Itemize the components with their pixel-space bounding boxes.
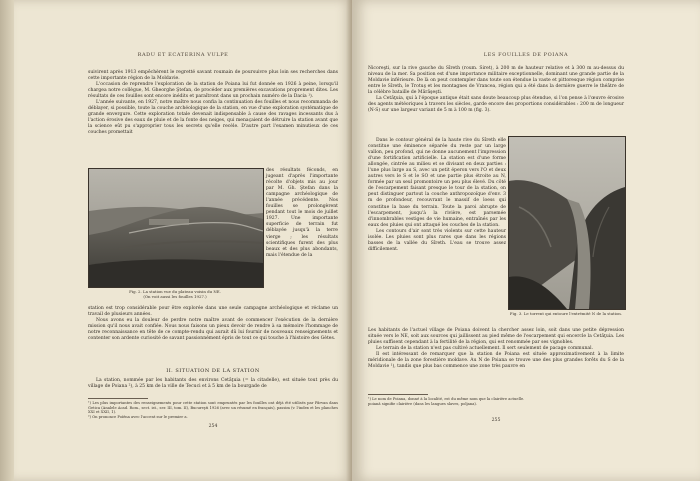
right-wrap-text: [368, 138, 506, 253]
left-wrap-text: [266, 168, 338, 259]
right-wrap-para: Dans le contour général de la haute rive du Sîreth elle constitue une éminence séparée du reste par un large vallon, peu profond, qui ne donne aucunement l'impression d'une fortification artificielle. La station est d'une forme allongée, cintrée au milieu et se divisant en deux parties : l'une plus large au S, avec un petit éperon vers l'O et deux autres vers le S et le SO et une partie plus étroite au N, formée par un seul promontoire un peu plus élevé. Du côté de l'escarpement faisant presque le tour de la station, on peut distinguer partout la couche anthropozoïque d'env. 3 m de profondeur, recouvrant le massif de loess qui constitue la base du terrain. Toute la paroi abrupte de l'escarpement, jusqu'à la rivière, est parsemée d'innombrables vestiges de vie humaine, entraînés par les eaux des pluies qui ont attaqué les couches de la station.: [368, 138, 506, 228]
left-footnote-2: ²) On prononce Poïéna avec l'accent sur le premier a.: [88, 415, 188, 420]
right-footnote-rule: [368, 394, 428, 395]
right-page-number: 255: [491, 418, 501, 423]
left-footnote-rule: [88, 398, 148, 399]
right-para-6: Le terrain de la station n'est pas cultivé actuellement. Il sert seulement de pacage communal.: [376, 346, 594, 352]
photo-caption-right: Fig. 3. Le torrent qui entoure l'extrémité N de la station.: [509, 311, 623, 316]
landscape-photo-2: [509, 137, 625, 309]
right-running-head: LES FOUILLES DE POIANA: [483, 52, 569, 58]
left-text-section: [88, 378, 338, 390]
right-text-bottom: [368, 328, 624, 370]
left-text-bottom: [88, 306, 338, 342]
right-footnote-1: ¹) Le nom de Poiana, donné à la localité, est du même nom que la clairière actuelle.: [368, 397, 525, 401]
left-page-number: 254: [208, 424, 218, 429]
left-para-6: La station, nommée par les habitants des environs Cetăţuia (= la citadelle), est située tout près du village de Poiana ²), à 25 km de la ville de Tecuci et à 5 km de la bourgade de: [88, 378, 338, 390]
right-para-2: La Cetăţuia, qui à l'époque antique était sans doute beaucoup plus étendue, si l'on pense à l'œuvre érosive des agents météoriques à travers les siècles, garde encore des proportions considérables : 200 m de longueur (N-S) sur une largeur variant de 5 m à 100 m (fig. 3).: [368, 96, 624, 114]
right-page: [352, 0, 700, 481]
photo-caption-left-line-2: (On voit aussi les fouilles 1927.): [143, 294, 207, 299]
landscape-photo-1: [89, 169, 263, 287]
left-para-4: station est trop considérable pour être explorée dans une seule campagne archéologique et réclame un travail de plusieurs années.: [88, 306, 338, 318]
photo-torrent: [508, 136, 626, 310]
right-text-top: [368, 66, 624, 114]
right-footnote-2: poiană signifie clairière (dans les langues slaves, poljana).: [368, 401, 478, 406]
left-para-1: suivirent après 1913 empêchèrent le regretté savant roumain de poursuivre plus loin ses recherches dans cette importante région de la Moldavie.: [88, 70, 338, 82]
left-para-3: L'année suivante, en 1927, notre maître nous confia la continuation des fouilles et nous recommanda de déblayer, si possible, toute la couche archéologique de la station, en vue d'une exploration systématique de grande envergure. Cette exploration totale devenait indispensable à cause des ravages incessants dus à l'action érosive des eaux de pluie et de la fonte des neiges, qui menaçaient de détruire la station avant que la science eût pu s'approprier tous les secrets qu'elle recèle. D'autre part l'examen minutieux de ces couches promettait: [88, 100, 338, 136]
left-para-2: L'occasion de reprendre l'exploration de la station de Poiana lui fut donnée en 1926 à peine, lorsqu'il chargea notre collègue, M. Gheorghe Ştefan, de procéder aux premières excavations proprement dites. Les résultats de ces fouilles sont encore inédits et paraîtront dans un prochain numéro de la Dacia ¹).: [88, 82, 338, 100]
right-footnotes: [368, 397, 624, 406]
section-title: II. SITUATION DE LA STATION: [166, 368, 260, 374]
right-para-7: Il est intéressant de remarquer que la station de Poiana est située approximativement à la limite méridionale de la zone forestière moldave. Au N de Poiana se trouve une des plus grandes forêts du S de la Moldavie ¹), tandis que plus bas commence une zone très pauvre en: [368, 352, 624, 370]
right-para-1: Nicoreşti, sur la rive gauche du Sîreth (roum. Siret), à 200 m de hauteur relative et à 300 m au-dessus du niveau de la mer. Sa position est d'une importance militaire exceptionnelle, dominant une grande partie de la Moldavie inférieure. De là on peut contempler dans toute son étendue la vaste et pittoresque région comprise entre le Sîreth, le Trotuş et les montagnes de Vrancea, région qui a été dans la dernière guerre le théâtre de la célèbre bataille de Mărăşeşti.: [368, 66, 624, 96]
left-footnotes: [88, 401, 338, 420]
photo-caption-left: [88, 289, 262, 299]
left-wrap-para: des résultats féconds, en jugeant d'après l'importante récolte d'objets mis au jour par M. Gh. Ştefan dans la campagne archéologique de l'année précédente. Nos fouilles se prolongèrent pendant tout le mois de juillet 1927. Une importante superficie de terrain fut déblayée jusqu'à la terre vierge ; les résultats scientifiques furent des plus beaux et des plus abondants, mais l'étendue de la: [266, 168, 338, 258]
left-running-head: RADU ET ECATERINA VULPE: [137, 52, 229, 58]
photo-station-view: [88, 168, 264, 288]
left-page: [14, 0, 352, 481]
left-text-top: [88, 70, 338, 137]
photo-caption-left-line-1: Fig. 2. La station vue du plateau voisin du NE.: [129, 289, 221, 294]
left-para-5: Nous avons eu la douleur de perdre notre maître avant de commencer l'exécution de la dernière mission qu'il nous avait confiée. Nous nous faisons un pieux devoir de rendre à sa mémoire l'hommage de notre reconnaissance en tête de ce compte-rendu qui aurait dû lui fournir de nouveaux renseignements et contenter son ardente curiosité de savant passionnément épris de tout ce qui touche à l'histoire des Gètes.: [88, 318, 338, 342]
right-para-5: Les habitants de l'actuel village de Poiana doivent la chercher assez loin, soit dans une petite dépression située vers le NE, soit aux sources qui jaillissent au pied même de l'escarpement qui encercle la Cetăţuia. Les pluies suffisent cependant à la fertilité de la région, qui est renommée par ses vignobles.: [368, 328, 624, 346]
right-para-4: Les contours d'air sont très violents sur cette hauteur isolée. Les pluies sont plus rares que dans les régions basses de la vallée du Sîreth. L'eau se trouve assez difficilement.: [368, 228, 506, 252]
left-footnote-1: ¹) Les plus importantes des renseignements pour cette station sont empruntés par les fouilles ont déjà été utilisés par Pârvan dans Getica (Analele Acad. Rom., sect. ist., ser. III, tom. II), Bucureşti 1926 (avec un résumé en français), passim (v. l'index et les planches XXI et XXII, 1).: [88, 401, 338, 415]
